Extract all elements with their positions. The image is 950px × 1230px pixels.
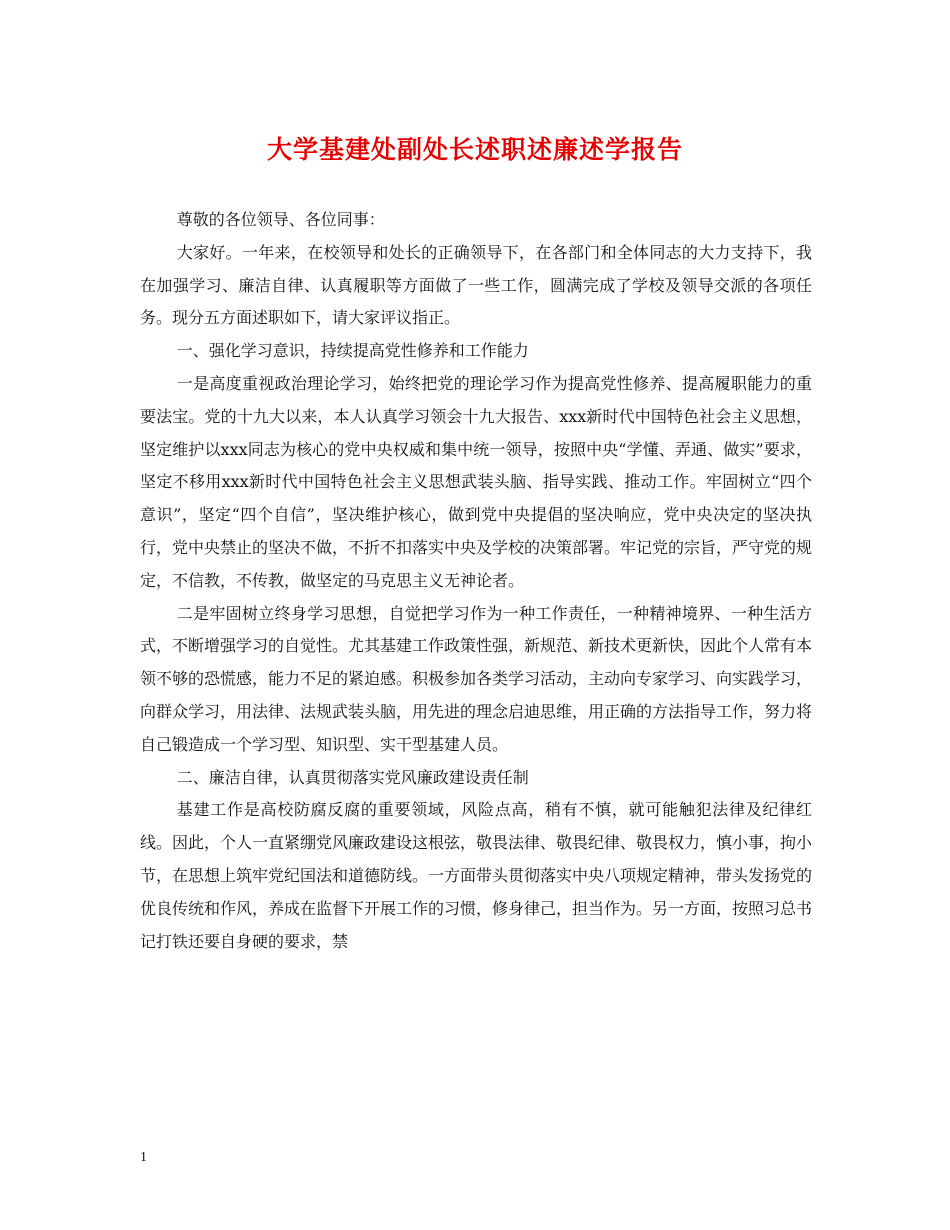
body-paragraph: 一是高度重视政治理论学习，始终把党的理论学习作为提高党性修养、提高履职能力的重要法宝。党的十九大以来，本人认真学习领会十九大报告、xxx新时代中国特色社会主义思想，坚定维护以xxx同志为核心的党中央权威和集中统一领导，按照中央“学懂、弄通、做实”要求，坚定不移用xxx新时代中国特色社会主义思想武装头脑、指导实践、推动工作。牢固树立“四个意识”，坚定“四个自信”，坚决维护核心，做到党中央提倡的坚决响应，党中央决定的坚决执行，党中央禁止的坚决不做，不折不扣落实中央及学校的决策部署。牢记党的宗旨，严守党的规定，不信教，不传教，做坚定的马克思主义无神论者。 <box>140 373 813 590</box>
salutation-paragraph: 尊敬的各位领导、各位同事： <box>176 210 385 229</box>
body-paragraph: 基建工作是高校防腐反腐的重要领域，风险点高，稍有不慎，就可能触犯法律及纪律红线。因此，个人一直紧绷党风廉政建设这根弦，敬畏法律、敬畏纪律、敬畏权力，慎小事，拘小节，在思想上筑牢党纪国法和道德防线。一方面带头贯彻落实中央八项规定精神，带头发扬党的优良传统和作风，养成在监督下开展工作的习惯，修身律己，担当作为。另一方面，按照习总书记打铁还要自身硬的要求，禁 <box>140 800 813 951</box>
section-heading-2: 二、廉洁自律，认真贯彻落实党风廉政建设责任制 <box>176 767 529 787</box>
body-paragraph: 二是牢固树立终身学习思想，自觉把学习作为一种工作责任，一种精神境界、一种生活方式，不断增强学习的自觉性。尤其基建工作政策性强，新规范、新技术更新快，因此个人常有本领不够的恐慌感，能力不足的紧迫感。积极参加各类学习活动，主动向专家学习、向实践学习，向群众学习，用法律、法规武装头脑，用先进的理念启迪思维，用正确的方法指导工作，努力将自己锻造成一个学习型、知识型、实干型基建人员。 <box>140 603 813 754</box>
page-number: 1 <box>140 1150 147 1165</box>
document-title: 大学基建处副处长述职述廉述学报告 <box>266 135 683 164</box>
intro-paragraph: 大家好。一年来，在校领导和处长的正确领导下，在各部门和全体同志的大力支持下，我在加强学习、廉洁自律、认真履职等方面做了一些工作，圆满完成了学校及领导交派的各项任务。现分五方面述职如下，请大家评议指正。 <box>140 242 812 328</box>
section-heading-1: 一、强化学习意识，持续提高党性修养和工作能力 <box>176 341 529 361</box>
document-body <box>140 204 812 958</box>
